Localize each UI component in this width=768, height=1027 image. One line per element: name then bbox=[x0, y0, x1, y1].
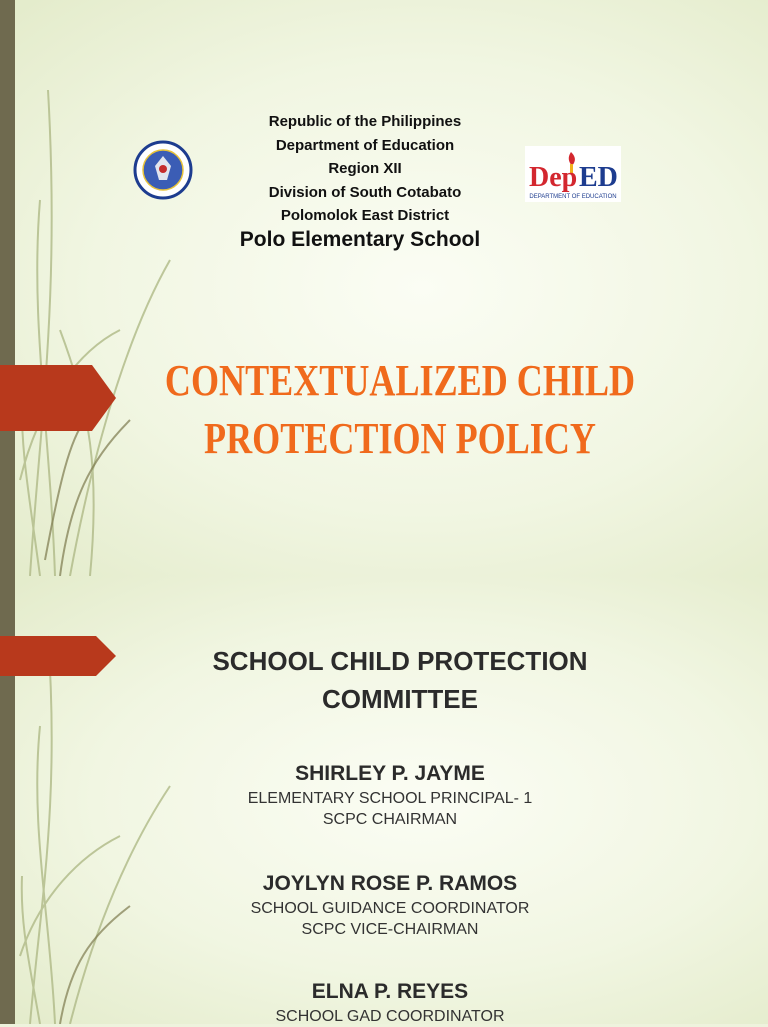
main-title-line2: PROTECTION POLICY bbox=[204, 414, 596, 463]
member-role: SCHOOL GAD COORDINATOR bbox=[275, 1008, 505, 1025]
member-role: SCHOOL GUIDANCE COORDINATOR bbox=[250, 900, 530, 917]
arrow-tab-icon bbox=[0, 365, 118, 431]
member-role: SCPC CHAIRMAN bbox=[322, 811, 458, 828]
member-block bbox=[180, 870, 600, 940]
header-line-division: Division of South Cotabato bbox=[268, 183, 462, 201]
deped-logo bbox=[525, 146, 621, 202]
deped-logo-caption: DEPARTMENT OF EDUCATION bbox=[529, 194, 617, 200]
member-name: SHIRLEY P. JAYME bbox=[295, 762, 485, 785]
member-block bbox=[180, 760, 600, 830]
committee-title-line2: COMMITTEE bbox=[322, 684, 478, 714]
header-line-region: Region XII bbox=[328, 160, 402, 177]
arrow-tab-icon bbox=[0, 636, 118, 676]
main-title bbox=[162, 352, 638, 468]
header-block bbox=[200, 110, 530, 228]
deped-seal-icon bbox=[133, 140, 193, 200]
header-line-district: Polomolok East District bbox=[280, 207, 450, 224]
member-block bbox=[180, 978, 600, 1027]
school-name: Polo Elementary School bbox=[239, 228, 481, 251]
member-role: SCPC VICE-CHAIRMAN bbox=[301, 921, 479, 938]
main-title-line1: CONTEXTUALIZED CHILD bbox=[164, 356, 636, 405]
member-role: ELEMENTARY SCHOOL PRINCIPAL- 1 bbox=[247, 790, 533, 807]
deped-logo-text-dep: Dep bbox=[529, 162, 578, 193]
committee-title bbox=[130, 642, 670, 718]
committee-title-line1: SCHOOL CHILD PROTECTION bbox=[212, 646, 588, 676]
header-line-department: Department of Education bbox=[275, 136, 455, 154]
member-name: JOYLYN ROSE P. RAMOS bbox=[262, 872, 518, 895]
grass-decoration bbox=[0, 0, 190, 576]
header-line-republic: Republic of the Philippines bbox=[268, 113, 462, 130]
member-name: ELNA P. REYES bbox=[311, 980, 469, 1003]
deped-logo-text-ed: ED bbox=[579, 162, 618, 193]
